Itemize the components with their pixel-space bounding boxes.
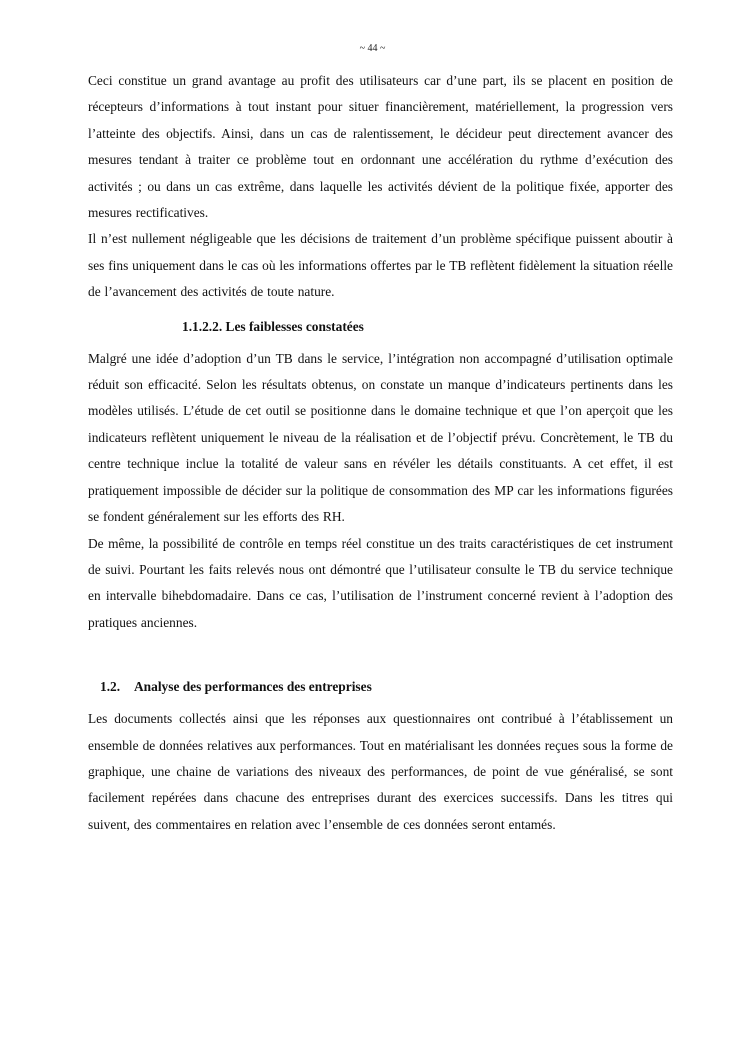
paragraph-advantage: Ceci constitue un grand avantage au profit des utilisateurs car d’une part, ils se placent en position de récepteurs d’informations à tout instant pour situer financièrement, matériellement, la progression vers l’atteinte des objectifs. Ainsi, dans un cas de ralentissement, le décideur peut directement avancer des mesures tendant à traiter ce problème tout en ordonnant une accélération du rythme d’exécution des activités ; ou dans un cas extrême, dans laquelle les activités dévient de la politique fixée, apporter des mesures rectificatives. <box>88 73 673 221</box>
section-heading <box>100 676 673 698</box>
page-content <box>88 68 673 838</box>
paragraph-decisions: Il n’est nullement négligeable que les décisions de traitement d’un problème spécifique puissent aboutir à ses fins uniquement dans le cas où les informations offertes par le TB reflètent fidèlement la situation réelle de l’avancement des activités de toute nature. <box>88 231 673 300</box>
section-title: Analyse des performances des entreprises <box>134 679 372 695</box>
paragraph-performance-analysis: Les documents collectés ainsi que les réponses aux questionnaires ont contribué à l’établissement un ensemble de données relatives aux performances. Tout en matérialisant les données reçues sous la forme de graphique, une chaine de variations des niveaux des performances, de point de vue généralisé, se sont facilement repérées dans chacune des entreprises durant des exercices successifs. Dans les titres qui suivent, des commentaires en relation avec l’ensemble de ces données seront entamés. <box>88 711 673 832</box>
paragraph-real-time-control: De même, la possibilité de contrôle en temps réel constitue un des traits caractéristiques de cet instrument de suivi. Pourtant les faits relevés nous ont démontré que l’utilisateur consulte le TB du service technique en intervalle bihebdomadaire. Dans ce cas, l’utilisation de l’instrument concerné revient à l’adoption des pratiques anciennes. <box>88 535 673 630</box>
section-number: 1.2. <box>100 679 121 695</box>
paragraph-weaknesses: Malgré une idée d’adoption d’un TB dans le service, l’intégration non accompagné d’utilisation optimale réduit son efficacité. Selon les résultats obtenus, on constate un manque d’indicateurs pertinents dans les modèles utilisés. L’étude de cet outil se positionne dans le domaine technique et que l’on aperçoit que les indicateurs reflètent uniquement le niveau de la réalisation et de l’objectif prévu. Concrètement, le TB du centre technique inclue la totalité de valeur sans en révéler les détails constituants. A cet effet, il est pratiquement impossible de décider sur la politique de consommation des MP car les informations figurées se fondent généralement sur les efforts des RH. <box>88 350 673 525</box>
page-number: ~ 44 ~ <box>359 43 386 54</box>
subsection-heading: 1.1.2.2. Les faiblesses constatées <box>182 318 364 334</box>
